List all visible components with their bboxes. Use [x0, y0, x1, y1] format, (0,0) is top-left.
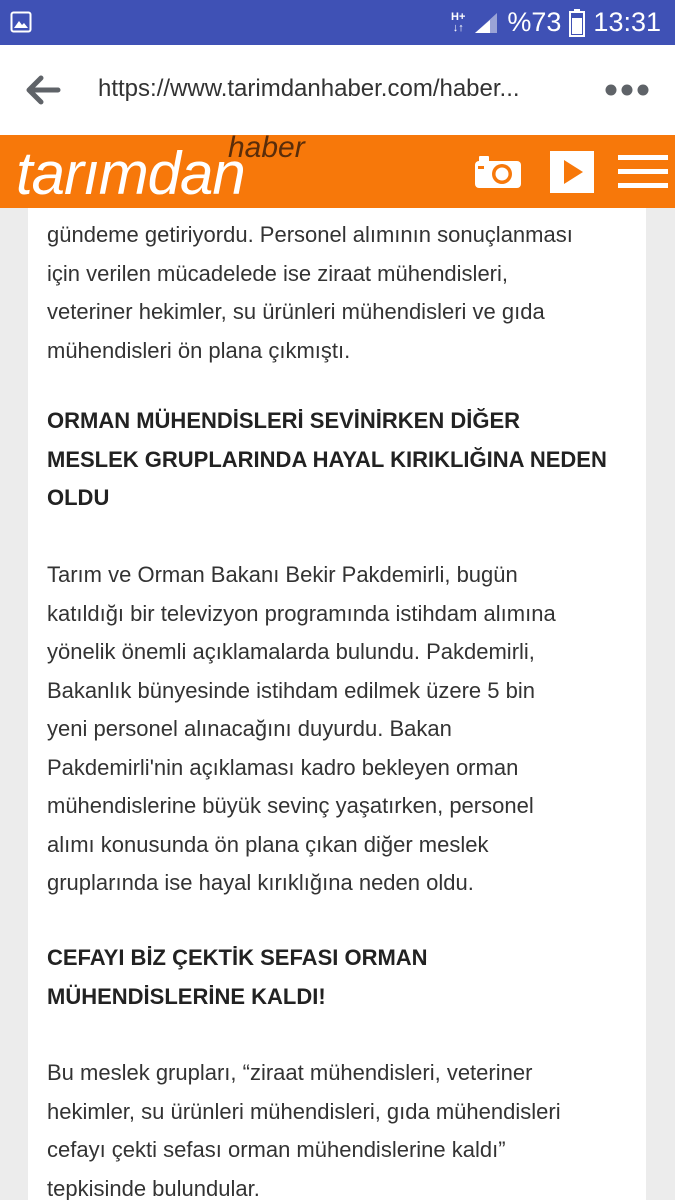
article-paragraph: Bu meslek grupları, “ziraat mühendisleri, veteriner hekimler, su ürünleri mühendisleri, gıda mühendisleri cefayı çekti sefası orman mühendislerine kaldı” tepkisinde bulundular.	[47, 1060, 561, 1200]
network-type-indicator: H+ ↓↑	[451, 10, 466, 34]
clock-time: 13:31	[593, 7, 661, 37]
article-paragraph: Tarım ve Orman Bakanı Bekir Pakdemirli, bugün katıldığı bir televizyon programında istihdam alımına yönelik önemli açıklamalarda bulundu. Pakdemirli, Bakanlık bünyesinde istihdam edilmek üzere 5 bin yeni personel alınacağını duyurdu. Bakan Pakdemirli'nin açıklaması kadro bekleyen orman mühendislerine büyük sevinç yaşatırken, personel alımı konusunda ön plana çıkan diğer meslek gruplarında ise hayal kırıklığına neden oldu.	[47, 562, 556, 895]
site-header	[0, 131, 675, 208]
signal-icon	[473, 11, 499, 35]
article-subheading: ORMAN MÜHENDİSLERİ SEVİNİRKEN DİĞER MESLEK GRUPLARINDA HAYAL KIRIKLIĞINA NEDEN OLDU	[47, 408, 607, 510]
site-logo[interactable]	[16, 131, 316, 208]
back-arrow-icon[interactable]	[24, 73, 62, 107]
battery-icon	[569, 9, 585, 37]
address-bar[interactable]: https://www.tarimdanhaber.com/haber...	[98, 75, 520, 102]
status-bar	[0, 0, 675, 45]
hamburger-menu-icon[interactable]	[618, 155, 668, 189]
browser-toolbar	[0, 45, 675, 136]
video-play-icon[interactable]	[550, 151, 594, 193]
logo-main-text: tarımdan	[16, 140, 245, 207]
article-subheading: CEFAYI BİZ ÇEKTİK SEFASI ORMAN MÜHENDİSLERİNE KALDI!	[47, 945, 428, 1009]
camera-icon[interactable]	[474, 155, 522, 189]
logo-sup-text: haber	[228, 131, 305, 164]
article-paragraph: gündeme getiriyordu. Personel alımının sonuçlanması için verilen mücadelede ise ziraat mühendisleri, veteriner hekimler, su ürünleri mühendisleri ve gıda mühendisleri ön plana çıkmıştı.	[47, 222, 573, 363]
more-options-icon[interactable]	[604, 83, 650, 97]
status-indicators	[451, 0, 661, 45]
article-body	[28, 208, 646, 1200]
battery-percent: %73	[507, 7, 562, 37]
gallery-notification-icon	[10, 11, 32, 33]
